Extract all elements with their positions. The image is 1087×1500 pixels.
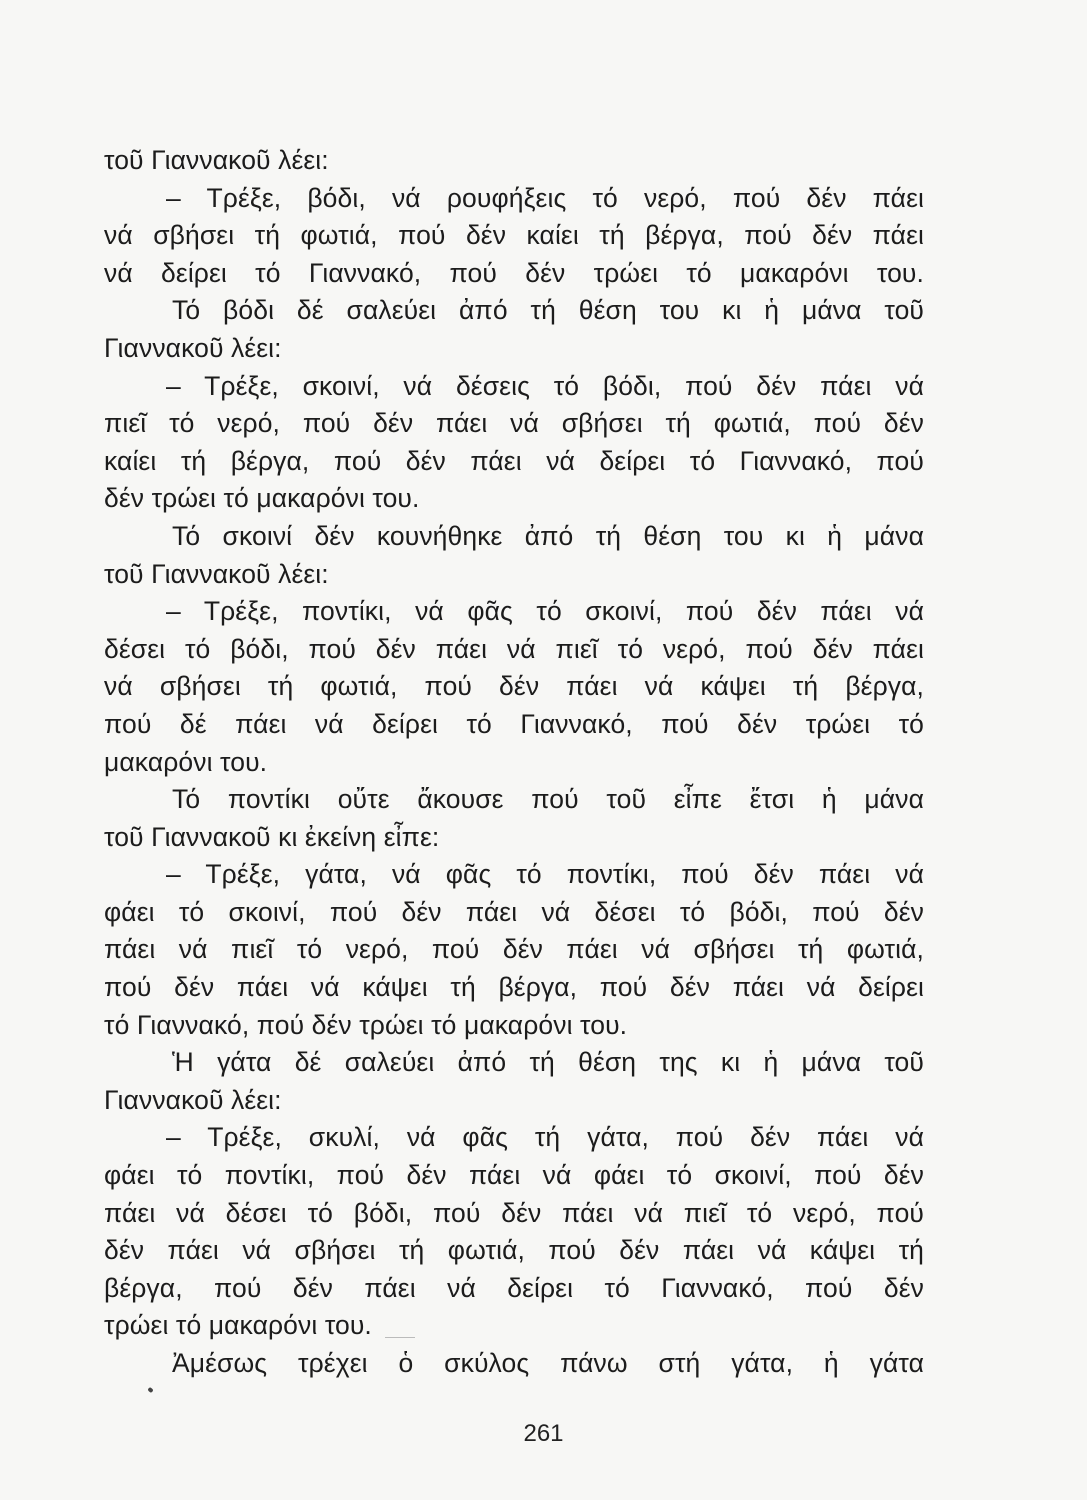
text-line: – Τρέξε, ποντίκι, νά φᾶς τό σκοινί, πού δέν πάει νά [166,596,924,627]
text-line: καίει τή βέργα, πού δέν πάει νά δείρει τό Γιαννακό, πού [104,445,924,476]
text-line: τοῦ Γιαννακοῦ λέει: [104,558,329,589]
text-line: – Τρέξε, σκοινί, νά δέσεις τό βόδι, πού δέν πάει νά [166,370,924,401]
body-text [104,142,924,1383]
text-line: πάει νά πιεῖ τό νερό, πού δέν πάει νά σβήσει τή φωτιά, [104,934,924,965]
text-line: Ἀμέσως τρέχει ὁ σκύλος πάνω στή γάτα, ἡ γάτα [172,1348,924,1378]
text-line: πού δέ πάει νά δείρει τό Γιαννακό, πού δέν τρώει τό [104,708,924,739]
text-line: νά σβήσει τή φωτιά, πού δέν καίει τή βέργα, πού δέν πάει [104,220,924,251]
text-line: πού δέν πάει νά κάψει τή βέργα, πού δέν πάει νά δείρει [104,972,924,1003]
scan-mark [385,1337,415,1338]
text-line: δέν πάει νά σβήσει τή φωτιά, πού δέν πάει νά κάψει τή [104,1235,924,1266]
text-line: δέν τρώει τό μακαρόνι του. [104,483,420,514]
text-line: Τό σκοινί δέν κουνήθηκε ἀπό τή θέση του κι ἡ μάνα [172,520,924,551]
text-line: τοῦ Γιαννακοῦ λέει: [104,145,329,175]
text-line: Γιαννακοῦ λέει: [104,332,282,363]
text-line: μακαρόνι του. [104,746,268,777]
text-line: νά δείρει τό Γιαννακό, πού δέν τρώει τό μακαρόνι του. [104,257,924,288]
text-line: Γιαννακοῦ λέει: [104,1084,282,1115]
scan-speck [147,1387,153,1393]
text-line: τό Γιαννακό, πού δέν τρώει τό μακαρόνι του. [104,1009,628,1040]
text-line: Τό ποντίκι οὔτε ἄκουσε πού τοῦ εἶπε ἔτσι ἡ μάνα [172,784,924,815]
text-line: – Τρέξε, σκυλί, νά φᾶς τή γάτα, πού δέν πάει νά [166,1122,924,1153]
text-line: νά σβήσει τή φωτιά, πού δέν πάει νά κάψει τή βέργα, [104,671,924,702]
page-number: 261 [523,1420,564,1447]
text-line: τοῦ Γιαννακοῦ κι ἐκείνη εἶπε: [104,821,440,852]
text-line: βέργα, πού δέν πάει νά δείρει τό Γιαννακό, πού δέν [104,1272,924,1303]
text-line: τρώει τό μακαρόνι του. [104,1310,372,1341]
text-line: Ἡ γάτα δέ σαλεύει ἀπό τή θέση της κι ἡ μάνα τοῦ [172,1047,924,1078]
text-line: πάει νά δέσει τό βόδι, πού δέν πάει νά πιεῖ τό νερό, πού [104,1197,924,1228]
text-line: φάει τό ποντίκι, πού δέν πάει νά φάει τό σκοινί, πού δέν [104,1160,924,1191]
text-line: φάει τό σκοινί, πού δέν πάει νά δέσει τό βόδι, πού δέν [104,896,924,927]
text-line: Τό βόδι δέ σαλεύει ἀπό τή θέση του κι ἡ μάνα τοῦ [172,295,924,326]
text-line: – Τρέξε, γάτα, νά φᾶς τό ποντίκι, πού δέν πάει νά [166,859,924,890]
text-line: – Τρέξε, βόδι, νά ρουφήξεις τό νερό, πού δέν πάει [166,182,924,213]
text-line: πιεῖ τό νερό, πού δέν πάει νά σβήσει τή φωτιά, πού δέν [104,408,924,439]
text-line: δέσει τό βόδι, πού δέν πάει νά πιεῖ τό νερό, πού δέν πάει [104,633,924,664]
